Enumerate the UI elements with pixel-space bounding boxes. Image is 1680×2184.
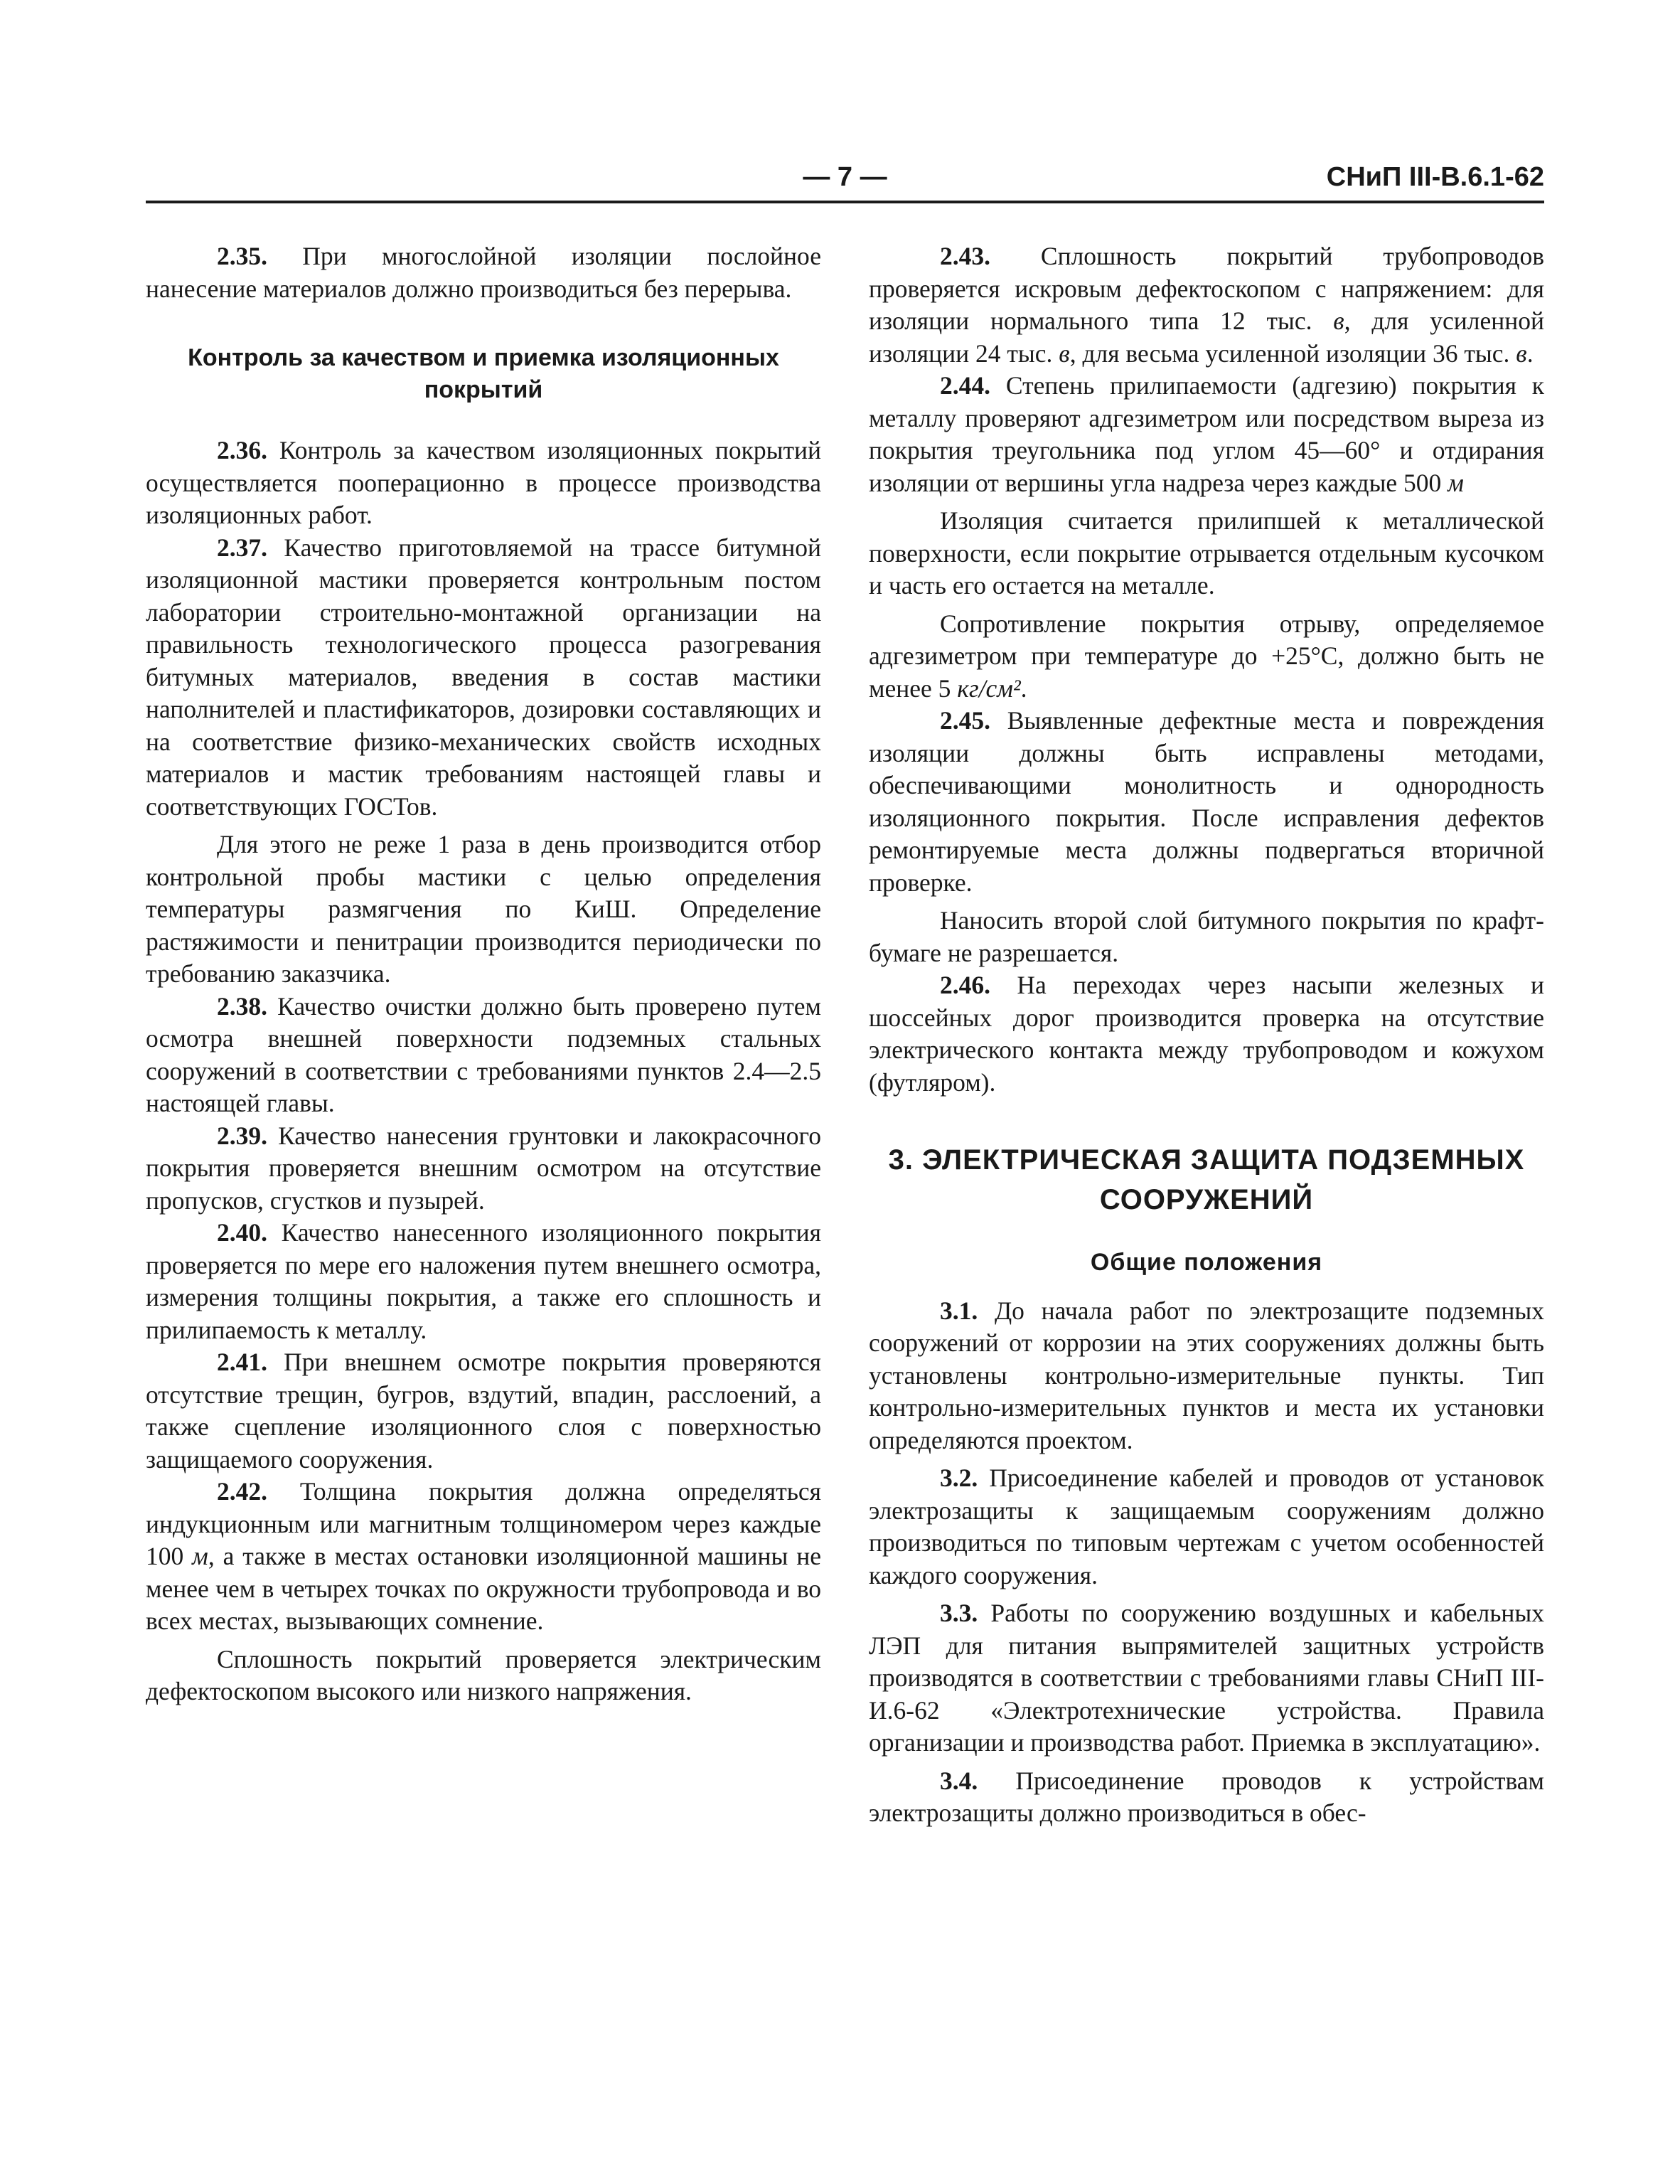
paragraph-number: 2.39. xyxy=(217,1121,267,1150)
paragraph-text: До начала работ по электрозащите подземных сооружений от коррозии на этих сооружениях должны быть установлены контрольно-измерительные пункты. Тип контрольно-измерительных пунктов и места их установки определяются проектом. xyxy=(869,1296,1544,1454)
paragraph-2-36 xyxy=(146,435,821,532)
paragraph-text: Качество очистки должно быть проверено путем осмотра внешней поверхности подземных стальных сооружений в соответствии с требованиями пунктов 2.4—2.5 настоящей главы. xyxy=(146,991,822,1117)
paragraph-number: 2.36. xyxy=(217,436,267,464)
paragraph-text: На переходах через насыпи железных и шоссейных дорог производится проверка на отсутствие электрического контакта между трубопроводом и кожухом (футляром). xyxy=(869,971,1545,1097)
paragraph-2-46 xyxy=(869,969,1544,1099)
right-column xyxy=(869,240,1544,1830)
paragraph-2-42-continued: Сплошность покрытий проверяется электрическим дефектоскопом высокого или низкого напряжения. xyxy=(146,1644,821,1705)
paragraph-2-44-continued: Изоляция считается прилипшей к металлической поверхности, если покрытие отрывается отдельным кусочком и часть его остается на металле. xyxy=(869,506,1544,600)
paragraph-2-38 xyxy=(146,991,821,1120)
unit-label: м xyxy=(1448,468,1464,497)
left-column xyxy=(146,240,821,1708)
paragraph-2-40 xyxy=(146,1217,821,1346)
paragraph-text: , а также в местах остановки изоляционной машины не менее чем в четырех точках по окружности трубопровода и во всех местах, вызывающих сомнение. xyxy=(146,1542,822,1635)
paragraph-2-35 xyxy=(146,240,821,305)
paragraph-number: 2.35. xyxy=(217,242,267,270)
paragraph-3-3 xyxy=(869,1597,1544,1759)
paragraph-text: Качество нанесения грунтовки и лакокрасочного покрытия проверяется внешним осмотром на отсутствие пропусков, сгустков и пузырей. xyxy=(146,1121,821,1215)
paragraph-3-1 xyxy=(869,1295,1544,1457)
paragraph-number: 2.40. xyxy=(217,1218,267,1247)
paragraph-number: 2.45. xyxy=(940,706,990,735)
paragraph-2-44-adhesion xyxy=(869,608,1544,705)
paragraph-text: Степень прилипаемости (адгезию) покрытия к металлу проверяют адгезиметром или посредством выреза из покрытия треугольника под углом 45—60° и отдирания изоляции от вершины угла надреза через каждые 500 xyxy=(869,371,1545,497)
paragraph-number: 2.43. xyxy=(940,242,990,270)
paragraph-number: 3.2. xyxy=(940,1464,978,1492)
paragraph-2-39 xyxy=(146,1120,821,1218)
paragraph-2-45-continued: Наносить второй слой битумного покрытия по крафт-бумаге не разрешается. xyxy=(869,906,1544,967)
unit-label: в xyxy=(1516,339,1527,368)
paragraph-text: Качество приготовляемой на трассе битумной изоляционной мастики проверяется контрольным постом лаборатории строительно-монтажной организации на правильность технологического процесса разогревания битумных материалов, введения в состав мастики наполнителей и пластификаторов, дозировки составляющих и на соответствие физико-механических свойств исходных материалов и мастик требованиям настоящей главы и соответствующих ГОСТов. xyxy=(146,533,821,821)
page-number: — 7 — xyxy=(803,162,887,192)
paragraph-number: 3.4. xyxy=(940,1766,978,1795)
paragraph-text: Работы по сооружению воздушных и кабельных ЛЭП для питания выпрямителей защитных устройств производятся в соответствии с требованиями главы СНиП III-И.6-62 «Электротехнические устройства. Правила организации и производства работ. Приемка в эксплуатацию». xyxy=(869,1599,1544,1757)
paragraph-2-45 xyxy=(869,705,1544,899)
paragraph-3-4 xyxy=(869,1765,1544,1830)
paragraph-text: При многослойной изоляции послойное нанесение материалов должно производиться без перерыва. xyxy=(146,242,821,303)
unit-label: кг/см² xyxy=(957,673,1021,703)
paragraph-text: Выявленные дефектные места и повреждения изоляции должны быть исправлены методами, обеспечивающими монолитность и однородность изоляционного покрытия. После исправления дефектов ремонтируемые места должны подвергаться вторичной проверке. xyxy=(869,706,1545,897)
paragraph-number: 2.37. xyxy=(217,533,267,562)
document-code: СНиП III-В.6.1-62 xyxy=(1326,162,1544,192)
paragraph-text: Толщина покрытия должна определяться индукционным или магнитным толщиномером через каждые 100 xyxy=(146,1477,821,1570)
paragraph-text: . xyxy=(1020,673,1027,703)
paragraph-number: 3.1. xyxy=(940,1296,978,1325)
paragraph-text: . xyxy=(1526,339,1534,368)
paragraph-text: Сопротивление покрытия отрыву, определяемое адгезиметром при температуре до +25°С, должно быть не менее 5 xyxy=(869,609,1544,703)
paragraph-number: 3.3. xyxy=(940,1599,978,1627)
paragraph-2-42 xyxy=(146,1476,821,1638)
paragraph-text: Сплошность покрытий трубопроводов проверяется искровым дефектоскопом с напряжением: для изоляции нормального типа 12 тыс. xyxy=(869,242,1544,335)
paragraph-text: Качество нанесенного изоляционного покрытия проверяется по мере его наложения путем внешнего осмотра, измерения толщины покрытия, а также его сплошность и прилипаемость к металлу. xyxy=(146,1218,822,1344)
section-title-electrical-protection: 3. ЭЛЕКТРИЧЕСКАЯ ЗАЩИТА ПОДЗЕМНЫХ СООРУЖЕНИЙ xyxy=(888,1144,1525,1215)
paragraph-2-41 xyxy=(146,1346,821,1476)
section-subtitle-general: Общие положения xyxy=(1090,1249,1323,1276)
paragraph-text: Присоединение проводов к устройствам электрозащиты должно производиться в обес- xyxy=(869,1766,1544,1827)
paragraph-2-43 xyxy=(869,240,1544,370)
unit-label: м xyxy=(192,1542,208,1570)
paragraph-text: Присоединение кабелей и проводов от установок электрозащиты к защищаемым сооружениям должно производиться по типовым чертежам с учетом особенностей каждого сооружения. xyxy=(869,1464,1544,1589)
unit-label: в xyxy=(1333,307,1344,335)
paragraph-number: 2.41. xyxy=(217,1348,267,1376)
section-heading-quality-control: Контроль за качеством и приемка изоляционных покрытий xyxy=(188,344,779,403)
paragraph-3-2 xyxy=(869,1462,1544,1592)
paragraph-text: Контроль за качеством изоляционных покрытий осуществляется пооперационно в процессе производства изоляционных работ. xyxy=(146,436,821,529)
paragraph-2-44 xyxy=(869,370,1544,499)
paragraph-number: 2.44. xyxy=(940,371,990,400)
paragraph-number: 2.42. xyxy=(217,1477,267,1506)
paragraph-number: 2.46. xyxy=(940,971,990,999)
paragraph-2-37-continued: Для этого не реже 1 раза в день производится отбор контрольной пробы мастики с целью определения температуры размягчения по КиШ. Определение растяжимости и пенитрации производится периодически по требованию заказчика. xyxy=(146,830,821,988)
paragraph-text: , для усиленной изоляции 24 тыс. xyxy=(869,307,1545,368)
paragraph-number: 2.38. xyxy=(217,991,267,1021)
paragraph-text: , для весьма усиленной изоляции 36 тыс. xyxy=(1069,339,1510,368)
paragraph-text: При внешнем осмотре покрытия проверяются отсутствие трещин, бугров, вздутий, впадин, расслоений, а также сцепление изоляционного слоя с поверхностью защищаемого сооружения. xyxy=(146,1348,821,1474)
page-header xyxy=(146,158,1544,203)
unit-label: в xyxy=(1059,339,1070,368)
paragraph-2-37 xyxy=(146,532,821,824)
